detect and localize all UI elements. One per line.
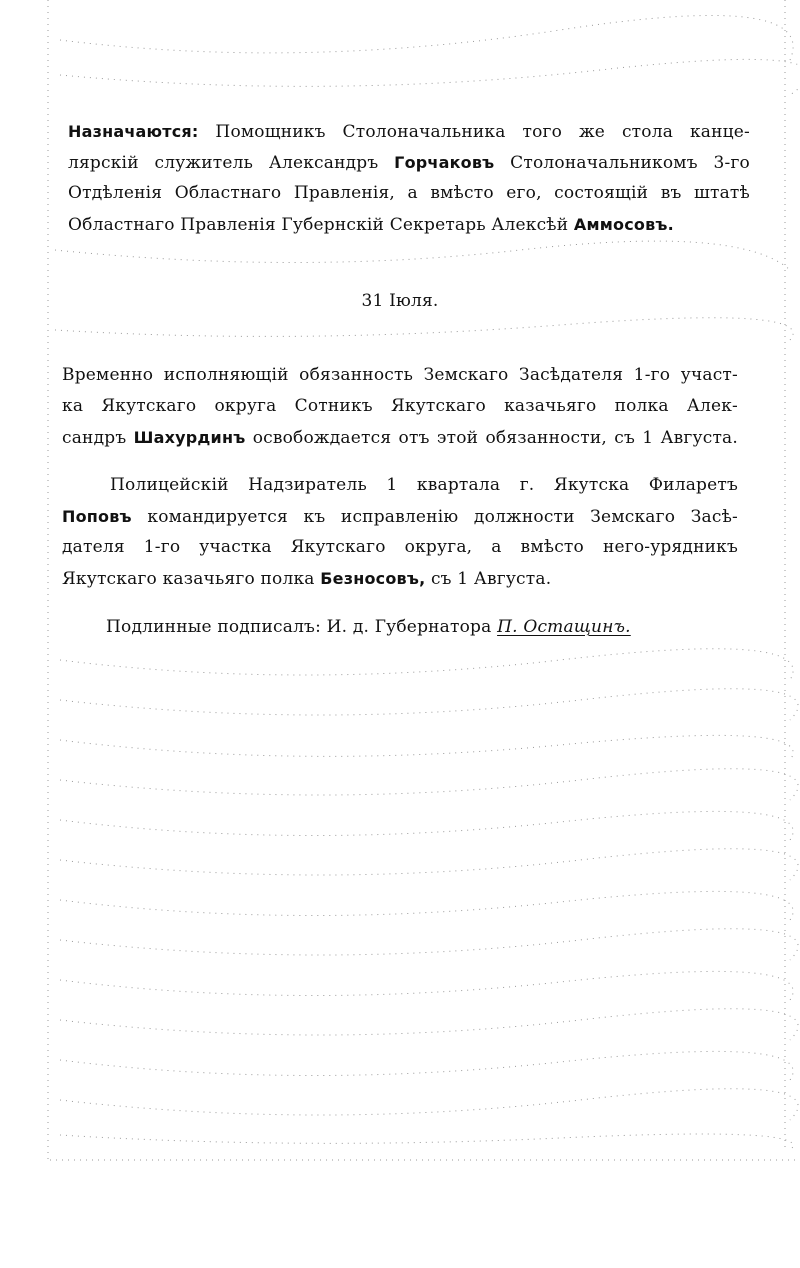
signature-line [106,612,746,643]
text-line [62,391,738,422]
text-line [68,209,750,240]
signature-prefix: Подлинные подписалъ: И. д. Губернатора [106,617,498,637]
line-text: командируется къ исправленію должности Земскаго Засѣ- [131,507,738,527]
release-paragraph [62,360,738,453]
date-heading [0,286,800,317]
line-text: освобождается отъ этой обязанности, съ 1 Августа. [245,428,738,448]
line-text: Якутскаго казачьяго полка [62,569,321,589]
line-text: Помощникъ Столоначальника того же стола канце- [198,122,750,142]
line-text: Столоначальникомъ 3-го [494,153,750,173]
assignment-paragraph [62,470,738,594]
text-line [62,360,738,391]
date-heading-text: 31 Іюля. [361,291,439,311]
line-text: Областнаго Правленія Губернскій Секретарь Алексѣй [68,215,574,235]
line-text: лярскій служитель Александръ [68,153,395,173]
line-text: Временно исполняющій обязанность Земскаго Засѣдателя 1-го участ- [62,365,738,385]
text-line [68,147,750,178]
text-line [62,501,738,532]
line-text: дателя 1-го участка Якутскаго округа, а вмѣсто него-урядникъ [62,537,738,557]
line-text: ка Якутскаго округа Сотникъ Якутскаго казачьяго полка Алек- [62,396,738,416]
line-text: съ 1 Августа. [425,569,552,589]
heading-word-appointed: Назначаются: [68,122,199,141]
surname-shakhurdin: Шахурдинъ [133,428,246,447]
text-line [62,422,738,453]
text-line [62,563,738,594]
text-line [62,470,738,501]
line-text: сандръ [62,428,134,448]
surname-beznosov: Безносовъ, [320,569,426,588]
text-line [62,532,738,563]
appointments-paragraph [68,116,750,240]
surname-ammosov: Аммосовъ. [573,215,674,234]
signature-name: П. Остащинъ. [497,617,631,637]
surname-gorchakov: Горчаковъ [394,153,495,172]
surname-popov: Поповъ [62,507,132,526]
line-text: Полицейскій Надзиратель 1 квартала г. Якутска Филаретъ [110,475,738,495]
text-line [68,116,750,147]
text-line [68,178,750,209]
line-text: Отдѣленія Областнаго Правленія, а вмѣсто его, состоящій въ штатѣ [68,183,750,203]
